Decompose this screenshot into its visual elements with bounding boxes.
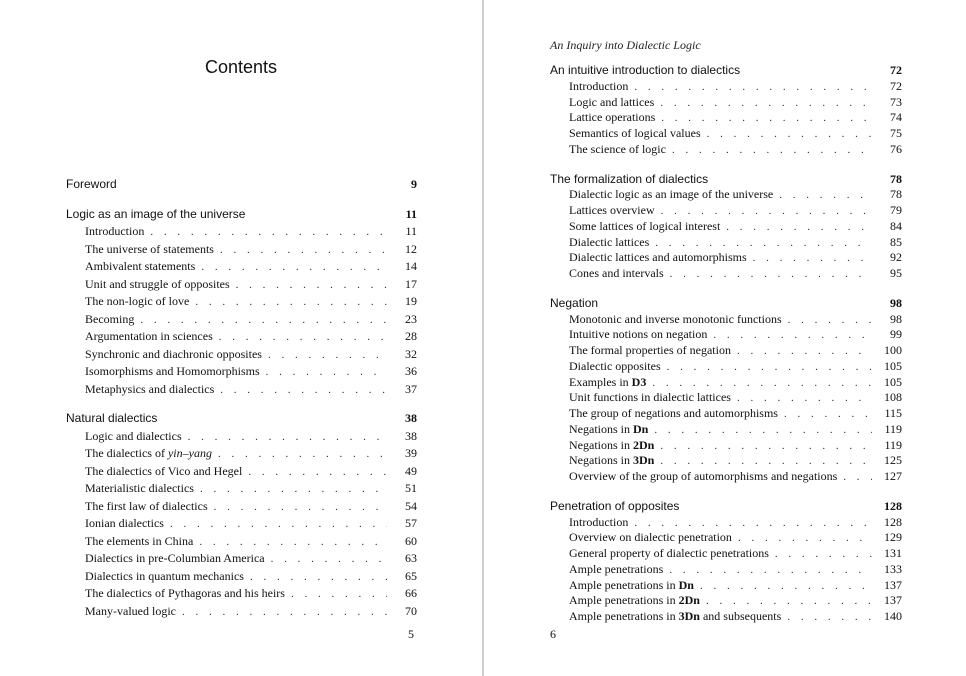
chapter-title: Foreword — [66, 177, 117, 191]
entry-page-number: 133 — [884, 561, 902, 576]
toc-entry[interactable] — [66, 498, 417, 516]
entry-page-number: 23 — [405, 311, 417, 326]
toc-entry[interactable] — [550, 79, 902, 95]
entry-label: The group of negations and automorphisms — [569, 406, 778, 420]
entry-label: Overview of the group of automorphisms and negations — [569, 469, 838, 483]
toc-entry[interactable] — [66, 346, 417, 364]
chapter-title: The formalization of dialectics — [550, 171, 709, 186]
entry-label: Dialectics in quantum mechanics — [85, 568, 244, 583]
dot-leader — [700, 579, 872, 595]
entry-page-number: 95 — [890, 266, 902, 280]
entry-page-number: 74 — [890, 110, 902, 125]
dot-leader — [737, 391, 872, 407]
dot-leader — [788, 313, 872, 329]
chapter-title: An intuitive introduction to dialectics — [550, 63, 741, 77]
entry-label: Introduction — [569, 78, 629, 93]
dot-leader — [236, 277, 387, 295]
toc-entry[interactable] — [550, 530, 902, 546]
entry-label — [85, 445, 212, 463]
entry-label: Intuitive notions on negation — [569, 327, 708, 342]
toc-entry[interactable] — [66, 241, 417, 259]
toc-entry[interactable] — [550, 422, 902, 438]
chapter-page-number: 9 — [411, 177, 417, 191]
toc-entry[interactable] — [66, 363, 417, 381]
entry-label-text: Ample penetrations in — [569, 609, 679, 623]
entry-label: Ambivalent statements — [85, 259, 196, 273]
dot-leader — [182, 604, 387, 622]
entry-label: Unit functions in dialectic lattices — [569, 390, 731, 405]
chapter-heading[interactable] — [550, 172, 902, 188]
dot-leader — [661, 204, 872, 220]
toc-entry[interactable] — [550, 469, 902, 485]
entry-page-number: 100 — [884, 343, 902, 357]
toc-entry[interactable] — [66, 480, 417, 498]
chapter-title: Negation — [550, 295, 599, 310]
entry-label-bold: 3Dn — [678, 609, 700, 623]
entry-page-number: 37 — [405, 381, 417, 396]
entry-label-bold: 2Dn — [633, 437, 655, 452]
entry-label: General property of dialectic penetrations — [569, 546, 769, 560]
dot-leader — [214, 499, 387, 517]
toc-entry[interactable] — [66, 258, 417, 276]
toc-entry[interactable] — [66, 463, 417, 481]
chapter-title: Natural dialectics — [66, 411, 158, 425]
entry-page-number: 51 — [405, 481, 417, 495]
toc-chapter — [66, 206, 417, 399]
entry-label: Materialistic dialectics — [85, 481, 194, 495]
entry-label: Lattice operations — [569, 110, 656, 125]
dot-leader — [672, 143, 872, 159]
entry-page-number: 75 — [890, 126, 902, 140]
toc-entry[interactable] — [550, 406, 902, 422]
toc-entry[interactable] — [550, 375, 902, 391]
page-number-left: 5 — [408, 627, 414, 641]
entry-page-number: 11 — [405, 224, 417, 238]
dot-leader — [291, 586, 387, 604]
dot-leader — [188, 429, 387, 447]
dot-leader — [661, 111, 872, 127]
chapter-page-number: 72 — [890, 63, 902, 77]
dot-leader — [200, 481, 387, 499]
dot-leader — [220, 242, 387, 260]
toc-entry[interactable] — [550, 515, 902, 531]
dot-leader — [150, 224, 387, 242]
entry-page-number: 92 — [890, 250, 902, 265]
toc-entry[interactable] — [550, 562, 902, 578]
entry-label-text: Examples in — [569, 374, 632, 389]
entry-page-number: 108 — [884, 390, 902, 405]
dot-leader — [784, 407, 872, 423]
entry-page-number: 72 — [890, 78, 902, 93]
entry-page-number: 79 — [890, 203, 902, 217]
entry-page-number: 140 — [884, 609, 902, 623]
toc-entry[interactable] — [550, 327, 902, 343]
entry-page-number: 98 — [890, 311, 902, 326]
entry-page-number: 32 — [405, 346, 417, 361]
dot-leader — [667, 360, 872, 376]
dot-leader — [195, 294, 387, 312]
dot-leader — [634, 516, 872, 532]
toc-entry[interactable] — [550, 95, 902, 111]
entry-label: The dialectics of Vico and Hegel — [85, 463, 243, 478]
toc-entry[interactable] — [550, 359, 902, 375]
entry-label-text: and subsequents — [699, 609, 782, 623]
entry-page-number: 57 — [405, 516, 417, 530]
chapter-page-number: 128 — [884, 498, 902, 513]
entry-label-text: Ample penetrations in — [569, 577, 679, 592]
entry-label-text: The dialectics of — [85, 446, 168, 460]
entry-page-number: 129 — [884, 530, 902, 545]
toc-entry[interactable] — [550, 390, 902, 406]
dot-leader — [655, 236, 872, 252]
entry-label — [569, 438, 654, 454]
entry-page-number: 66 — [405, 586, 417, 600]
toc-entry[interactable] — [66, 568, 417, 586]
entry-page-number: 17 — [405, 276, 417, 291]
dot-leader — [779, 188, 872, 204]
toc-entry[interactable] — [550, 343, 902, 359]
entry-label: Lattices overview — [569, 203, 655, 217]
entry-label: Cones and intervals — [569, 266, 664, 280]
toc-entry[interactable] — [550, 126, 902, 142]
toc-entry[interactable] — [66, 276, 417, 294]
dot-leader — [248, 464, 387, 482]
toc-entry[interactable] — [550, 187, 902, 203]
chapter-heading[interactable] — [66, 410, 417, 428]
dot-leader — [670, 267, 872, 283]
running-head: An Inquiry into Dialectic Logic — [550, 38, 701, 52]
entry-label-text: Negations in — [569, 437, 633, 452]
toc-entry[interactable] — [66, 223, 417, 241]
entry-label: The universe of statements — [85, 241, 214, 256]
entry-page-number: 119 — [884, 437, 902, 452]
entry-page-number: 125 — [884, 453, 902, 468]
toc-entry[interactable] — [550, 578, 902, 594]
entry-page-number: 137 — [884, 593, 902, 608]
toc-entry[interactable] — [550, 266, 902, 282]
entry-page-number: 119 — [884, 421, 902, 436]
entry-page-number: 84 — [890, 218, 902, 233]
entry-page-number: 85 — [890, 234, 902, 249]
entry-label: Becoming — [85, 311, 135, 326]
dot-leader — [713, 328, 872, 344]
entry-label: The formal properties of negation — [569, 343, 731, 357]
toc-chapter — [550, 63, 902, 158]
entry-page-number: 60 — [405, 533, 417, 548]
entry-label — [569, 422, 648, 438]
toc-entry[interactable] — [550, 312, 902, 328]
entry-label: Dialectic logic as an image of the universe — [569, 187, 774, 202]
entry-label-text: Ample penetrations in — [569, 593, 679, 608]
entry-page-number: 63 — [405, 551, 417, 565]
entry-label: Synchronic and diachronic opposites — [85, 346, 262, 361]
toc-entry[interactable] — [66, 603, 417, 621]
entry-page-number: 115 — [884, 406, 902, 420]
entry-label: Dialectic lattices — [569, 234, 650, 249]
chapter-page-number: 98 — [890, 295, 902, 310]
dot-leader — [199, 534, 387, 552]
toc-entry[interactable] — [550, 546, 902, 562]
contents-title: Contents — [204, 57, 278, 77]
dot-leader — [775, 547, 872, 563]
entry-label: Isomorphisms and Homomorphisms — [85, 364, 260, 378]
toc-chapter — [66, 410, 417, 620]
dot-leader — [140, 312, 387, 330]
chapter-title: Logic as an image of the universe — [66, 206, 246, 221]
chapter-heading[interactable] — [66, 206, 417, 224]
entry-label: The science of logic — [569, 141, 666, 156]
entry-label: The non-logic of love — [85, 294, 190, 308]
toc-entry[interactable] — [550, 203, 902, 219]
entry-page-number: 78 — [890, 187, 902, 202]
dot-leader — [219, 329, 387, 347]
dot-leader — [250, 569, 387, 587]
dot-leader — [634, 80, 872, 96]
dot-leader — [268, 347, 387, 365]
entry-page-number: 14 — [405, 259, 417, 273]
toc-entry[interactable] — [66, 293, 417, 311]
entry-page-number: 105 — [884, 374, 902, 389]
toc-entry[interactable] — [66, 585, 417, 603]
dot-leader — [220, 382, 387, 400]
toc-entry[interactable] — [550, 110, 902, 126]
entry-label-text: Negations in — [569, 421, 633, 436]
dot-leader — [843, 470, 872, 486]
dot-leader — [266, 364, 387, 382]
toc-chapter — [66, 176, 417, 194]
entry-page-number: 128 — [884, 514, 902, 529]
entry-page-number: 127 — [884, 469, 902, 483]
dot-leader — [218, 446, 387, 464]
toc-entry[interactable] — [66, 311, 417, 329]
dot-leader — [201, 259, 387, 277]
entry-label: Introduction — [569, 514, 629, 529]
entry-label — [569, 593, 700, 609]
entry-page-number: 39 — [405, 446, 417, 460]
dot-leader — [660, 439, 872, 455]
dot-leader — [669, 563, 872, 579]
chapter-page-number: 38 — [405, 411, 417, 425]
dot-leader — [271, 551, 387, 569]
entry-label: Metaphysics and dialectics — [85, 381, 215, 396]
dot-leader — [726, 220, 872, 236]
entry-label: The dialectics of Pythagoras and his heirs — [85, 586, 285, 600]
toc-chapter — [550, 172, 902, 282]
entry-page-number: 105 — [884, 358, 902, 373]
toc-entry[interactable] — [550, 438, 902, 454]
entry-label: Overview on dialectic penetration — [569, 530, 732, 545]
entry-label: Unit and struggle of opposites — [85, 276, 230, 291]
entry-label: Semantics of logical values — [569, 126, 701, 140]
entry-page-number: 28 — [405, 329, 417, 343]
toc-chapter — [550, 499, 902, 625]
entry-label: The first law of dialectics — [85, 498, 208, 513]
entry-page-number: 76 — [890, 141, 902, 156]
dot-leader — [753, 251, 872, 267]
entry-label: The elements in China — [85, 533, 194, 548]
entry-page-number: 49 — [405, 463, 417, 478]
entry-page-number: 38 — [405, 428, 417, 443]
entry-label: Introduction — [85, 224, 145, 238]
chapter-page-number: 78 — [890, 171, 902, 186]
entry-page-number: 137 — [884, 577, 902, 592]
page-number-right: 6 — [550, 627, 556, 641]
entry-page-number: 131 — [884, 546, 902, 560]
entry-label — [569, 609, 781, 625]
entry-label: Argumentation in sciences — [85, 329, 213, 343]
entry-page-number: 19 — [405, 294, 417, 308]
entry-label: Monotonic and inverse monotonic functions — [569, 311, 782, 326]
entry-label: Ample penetrations — [569, 561, 664, 576]
entry-label — [569, 453, 654, 469]
toc-entry[interactable] — [550, 142, 902, 158]
dot-leader — [652, 376, 872, 392]
dot-leader — [707, 127, 872, 143]
chapter-heading[interactable] — [550, 499, 902, 515]
toc-chapter — [550, 296, 902, 485]
toc-entry[interactable] — [550, 453, 902, 469]
entry-page-number: 36 — [405, 364, 417, 378]
entry-page-number: 70 — [405, 603, 417, 618]
entry-label — [569, 578, 694, 594]
entry-page-number: 73 — [890, 94, 902, 109]
entry-label-bold: D3 — [631, 374, 647, 389]
entry-label: Many-valued logic — [85, 603, 176, 618]
dot-leader — [660, 454, 872, 470]
chapter-heading[interactable] — [550, 296, 902, 312]
entry-label: Dialectics in pre-Columbian America — [85, 551, 265, 565]
entry-label-emphasis: yin–yang — [167, 446, 212, 460]
dot-leader — [654, 423, 872, 439]
entry-page-number: 54 — [405, 498, 417, 513]
toc-entry[interactable] — [66, 550, 417, 568]
dot-leader — [738, 531, 872, 547]
dot-leader — [787, 610, 872, 626]
toc-entry[interactable] — [550, 593, 902, 609]
entry-page-number: 12 — [405, 241, 417, 256]
dot-leader — [706, 594, 872, 610]
toc-entry[interactable] — [66, 533, 417, 551]
toc-entry[interactable] — [66, 428, 417, 446]
entry-label-bold: 2Dn — [678, 593, 700, 608]
toc-entry[interactable] — [66, 515, 417, 533]
entry-label: Dialectic lattices and automorphisms — [569, 250, 747, 265]
dot-leader — [660, 96, 872, 112]
entry-label: Logic and lattices — [569, 94, 655, 109]
dot-leader — [737, 344, 872, 360]
toc-entry[interactable] — [66, 328, 417, 346]
book-spine — [482, 0, 484, 676]
entry-label: Some lattices of logical interest — [569, 218, 721, 233]
toc-left — [66, 176, 417, 620]
entry-label — [569, 375, 646, 391]
chapter-heading[interactable] — [550, 63, 902, 79]
entry-page-number: 65 — [405, 568, 417, 583]
toc-entry[interactable] — [66, 381, 417, 399]
toc-entry[interactable] — [550, 235, 902, 251]
entry-label: Logic and dialectics — [85, 428, 182, 443]
chapter-title: Penetration of opposites — [550, 498, 680, 513]
entry-label: Dialectic opposites — [569, 358, 661, 373]
dot-leader — [170, 516, 387, 534]
toc-right — [550, 63, 902, 625]
entry-label-bold: Dn — [678, 577, 694, 592]
toc-entry[interactable] — [550, 250, 902, 266]
entry-label-text: Negations in — [569, 453, 633, 468]
toc-entry[interactable] — [550, 609, 902, 625]
toc-entry[interactable] — [550, 219, 902, 235]
chapter-page-number: 11 — [405, 206, 417, 221]
toc-entry[interactable] — [66, 445, 417, 463]
chapter-heading[interactable] — [66, 176, 417, 194]
entry-label-bold: 3Dn — [633, 453, 655, 468]
entry-label: Ionian dialectics — [85, 516, 164, 530]
entry-label-bold: Dn — [633, 421, 649, 436]
entry-page-number: 99 — [890, 327, 902, 342]
